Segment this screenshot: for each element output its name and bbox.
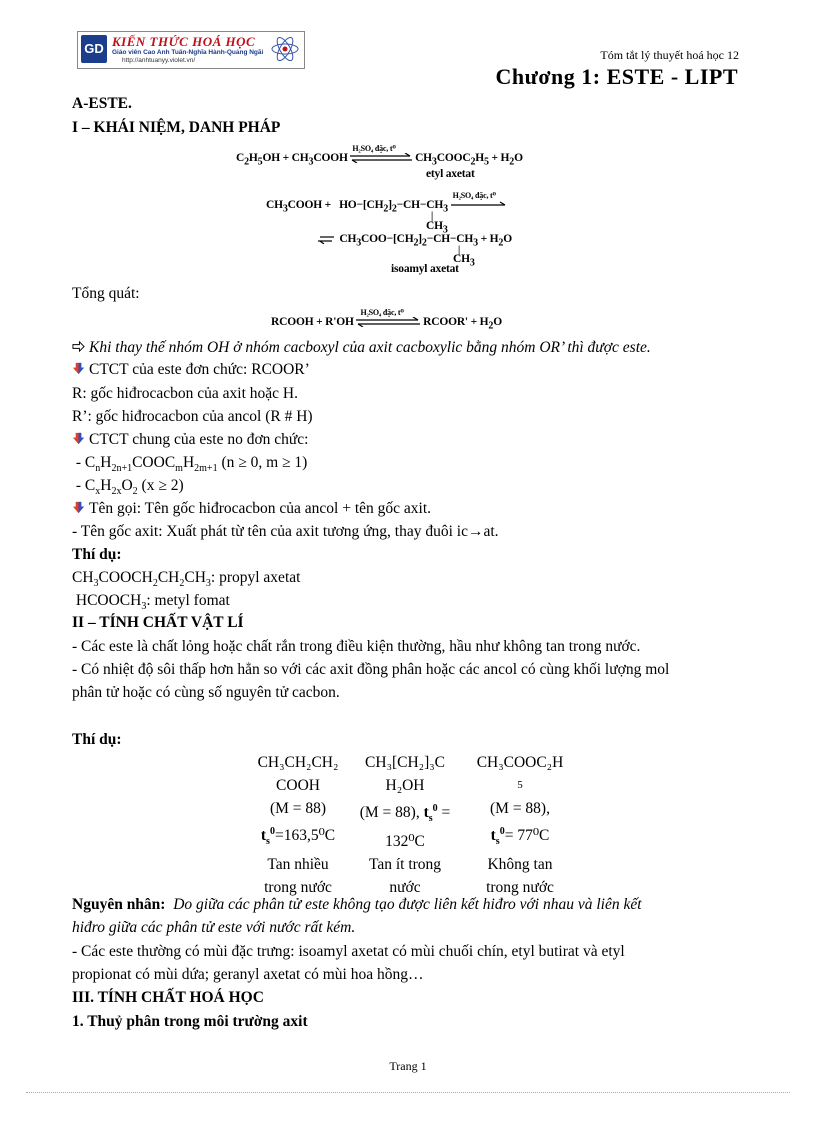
cause-line-2: hiđro giữa các phân tử este với nước rất kém. [72, 919, 356, 936]
acid-naming: - Tên gốc axit: Xuất phát từ tên của axit tương ứng, thay đuôi ic→at. [72, 523, 499, 540]
section-3-heading: III. TÍNH CHẤT HOÁ HỌC [72, 989, 264, 1006]
logo-teacher: Giáo viên Cao Anh Tuấn-Nghĩa Hành-Quảng Ngãi [112, 49, 264, 56]
c1-boiling: $t_s^0=163,5^0C$ [260, 826, 336, 848]
ctct-single-text: CTCT của este đơn chức: RCOOR’ [89, 361, 310, 378]
chapter-title: Chương 1: ESTE - LIPT [495, 64, 738, 89]
c1-solubility-2: trong nước [264, 879, 332, 897]
section-1-heading: I – KHÁI NIỆM, DANH PHÁP [72, 119, 281, 136]
general-formula-1: - $C_nH_{2n+1}COOC_mH_{2m+1}$ (n ≥ 0, m ≥ 1) [72, 454, 308, 475]
c2-molar: (M = 88), [359, 804, 420, 822]
phys-property-2a: - Có nhiệt độ sôi thấp hơn hẳn so với các axit đồng phân hoặc các ancol có cùng khối lượng mol [72, 661, 670, 678]
c3-boiling-value: = 77⁰C [504, 827, 550, 845]
c1-solubility-1: Tan nhiều [267, 856, 329, 874]
c2-boiling-value: 132⁰C [385, 833, 425, 851]
branch-bond-2: | [458, 245, 461, 256]
c3-line2: 5 [517, 779, 523, 791]
c1-boiling-value: =163,5⁰C [274, 827, 336, 845]
equation-3: RCOOH + R'OH H₂SO₄ đặc, t⁰ RCOOR' + $H_2O$ [271, 308, 502, 332]
c3-line1: CH₃COOC₂H [476, 754, 564, 771]
logo-title: KIẾN THỨC HOÁ HỌC [112, 34, 256, 49]
branch-ch3-1: $CH_3$ [426, 220, 448, 236]
example-label-1: Thí dụ: [72, 546, 122, 563]
ctct-general-line [72, 431, 308, 449]
section-2-heading: II – TÍNH CHẤT VẬT LÍ [72, 614, 244, 631]
subsection-1-heading: 1. Thuỷ phân trong môi trường axit [72, 1013, 308, 1030]
eq1-condition: H₂SO₄ đặc, t⁰ [352, 144, 396, 153]
pointing-arrow-icon [72, 340, 85, 353]
formula2-condition: (x ≥ 2) [141, 477, 184, 494]
equation-2-reactants: $CH_3COOH + HO-[CH_2]_2-CH-CH_3$ H₂SO₄ đặc, t⁰ [266, 199, 507, 214]
equilibrium-arrow-icon [356, 317, 420, 327]
atom-icon [270, 34, 300, 64]
page-number: Trang 1 [389, 1059, 427, 1073]
smell-line-2: propionat có mùi dứa; geranyl axetat có mùi hoa hồng… [72, 966, 424, 983]
eq1-product-name: etyl axetat [426, 168, 475, 180]
c2-line1: CH₃[CH₂]₃C [365, 754, 445, 771]
equation-2-products: $CH_3COO-[CH_2]_2-CH-CH_3 + H_2O$ [318, 233, 512, 248]
c1-line2: COOH [276, 777, 320, 794]
example-propyl-acetate: $CH_3COOCH_2CH_2CH_3$: propyl axetat [72, 569, 301, 590]
c2-solubility-2: nước [389, 879, 421, 897]
cause-label: Nguyên nhân: [72, 896, 166, 913]
equation-1: $C_2H_5OH$ + $CH_3COOH$ H₂SO₄ đặc, t⁰ $CH_3COOC_2H_5 + H_2O$ [236, 144, 523, 168]
logo-url: http://anhtuanyy.violet.vn/ [122, 57, 196, 64]
phys-property-1: - Các este là chất lỏng hoặc chất rắn trong điều kiện thường, hầu như không tan trong nước. [72, 638, 641, 655]
down-arrow-bullet-icon [72, 501, 85, 514]
phys-property-2b: phân tử hoặc có cùng số nguyên tử cacbon. [72, 684, 340, 701]
cause-text-1: Do giữa các phân tử este không tạo được liên kết hiđro với nhau và liên kết [173, 896, 642, 913]
formula1-condition: (n ≥ 0, m ≥ 1) [221, 454, 308, 471]
r2-definition: R’: gốc hiđrocacbon của ancol (R # H) [72, 408, 313, 425]
ex1-name: : propyl axetat [210, 569, 301, 586]
eq2-product-name: isoamyl axetat [391, 263, 459, 275]
c1-line3: (M = 88) [269, 800, 327, 817]
down-arrow-bullet-icon [72, 432, 85, 445]
c1-line1: CH₃CH₂CH₂ [257, 754, 339, 771]
reverse-arrow-icon [318, 234, 334, 244]
general-label: Tổng quát: [72, 285, 140, 302]
section-a-heading: A-ESTE. [72, 95, 132, 112]
eq2-condition: H₂SO₄ đặc, t⁰ [452, 191, 496, 200]
general-formula-2: - $C_xH_{2x}O_2$ (x ≥ 2) [72, 477, 184, 498]
definition-text: Khi thay thế nhóm OH ở nhóm cacboxyl của axit cacboxylic bằng nhóm OR’ thì được este. [89, 339, 651, 356]
example-methyl-formate: $HCOOCH_3$: metyl fomat [72, 592, 230, 613]
example-label-2: Thí dụ: [72, 731, 122, 748]
c3-solubility-1: Không tan [487, 856, 553, 874]
c2-solubility-1: Tan ít trong [368, 856, 442, 874]
smell-line-1: - Các este thường có mùi đặc trưng: isoamyl axetat có mùi chuối chín, etyl butirat và etyl [72, 943, 625, 960]
doc-subtitle: Tóm tắt lý thuyết hoá học 12 [600, 48, 739, 62]
branch-bond-1: | [431, 211, 434, 222]
naming-line [72, 500, 431, 518]
equilibrium-arrow-icon [350, 153, 412, 163]
branch-ch3-2: $CH_3$ [453, 253, 475, 269]
logo-banner [77, 31, 305, 69]
r-definition: R: gốc hiđrocacbon của axit hoặc H. [72, 385, 298, 402]
compare-col-butanoic-acid [248, 751, 348, 899]
page-bottom-divider [26, 1092, 790, 1093]
c2-equals: = [437, 804, 451, 822]
c2-line2: H₂OH [385, 777, 425, 794]
logo-mark: GD [81, 35, 107, 63]
forward-arrow-icon [451, 200, 507, 210]
down-arrow-bullet-icon [72, 362, 85, 375]
c3-boiling: $t_s^0= 77^0C$ [490, 826, 550, 848]
c3-solubility-2: trong nước [486, 879, 554, 897]
ctct-single-line [72, 361, 310, 379]
c2-line3: (M = 88), $t_s^0$ = [359, 803, 451, 825]
eq3-condition: H₂SO₄ đặc, t⁰ [360, 308, 404, 317]
compare-col-ethyl-acetate [468, 751, 572, 899]
c3-molar: (M = 88), [490, 800, 550, 817]
ex2-name: : metyl fomat [146, 592, 230, 609]
definition-line [72, 339, 651, 357]
naming-text: Tên gọi: Tên gốc hiđrocacbon của ancol + tên gốc axit. [89, 500, 432, 517]
cause-line-1 [72, 896, 642, 914]
ctct-general-text: CTCT chung của este no đơn chức: [89, 431, 309, 448]
compare-col-pentanol [350, 751, 460, 899]
